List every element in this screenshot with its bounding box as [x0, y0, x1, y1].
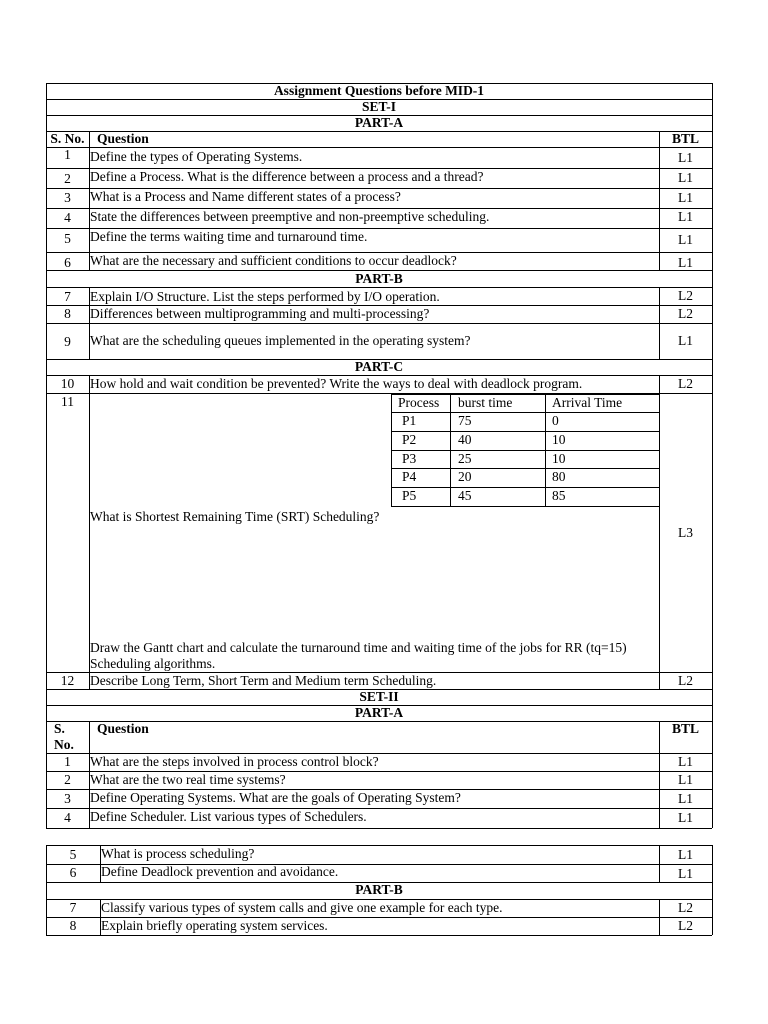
question-number: 4: [64, 810, 71, 825]
question-number: 3: [64, 791, 71, 806]
question-number: 8: [64, 306, 71, 321]
btl-level: L1: [678, 772, 693, 787]
question-number: 12: [60, 673, 75, 688]
table-rule: [391, 450, 659, 451]
table-border: [712, 83, 713, 828]
part-label: PART-B: [355, 882, 403, 897]
btl-level: L2: [678, 306, 693, 321]
header-question: Question: [97, 721, 149, 736]
question-number: 5: [69, 847, 77, 862]
document-title: Assignment Questions before MID-1: [273, 83, 485, 98]
table-rule: [391, 487, 659, 488]
btl-level: L1: [678, 810, 693, 825]
question-text: How hold and wait condition be prevented? Write the ways to deal with deadlock program.: [90, 376, 583, 391]
question-text: What are the two real time systems?: [90, 772, 286, 787]
process-cell: 10: [552, 432, 566, 447]
part-label: PART-A: [354, 115, 404, 130]
btl-level: L1: [678, 754, 693, 769]
process-cell: 20: [458, 469, 472, 484]
process-cell: P5: [402, 488, 417, 503]
header-sno: S.: [54, 721, 65, 736]
question-number: 11: [61, 394, 74, 409]
question-number: 5: [64, 231, 71, 246]
process-cell: 75: [458, 413, 472, 428]
question-text: What are the necessary and sufficient conditions to occur deadlock?: [90, 253, 457, 268]
question-number: 8: [69, 918, 77, 933]
question-text: Define a Process. What is the difference between a process and a thread?: [90, 169, 484, 184]
btl-level: L1: [678, 209, 693, 224]
btl-level: L2: [678, 673, 693, 688]
btl-level: L1: [678, 232, 693, 247]
question-text: What is a Process and Name different states of a process?: [90, 189, 401, 204]
set-label: SET-II: [359, 689, 399, 704]
question-text: Define Scheduler. List various types of Schedulers.: [90, 809, 367, 824]
process-cell: 25: [458, 451, 472, 466]
process-table-header: burst time: [458, 395, 513, 410]
question-number: 10: [60, 376, 75, 391]
question-number: 4: [64, 210, 71, 225]
table-rule: [391, 468, 659, 469]
process-cell: 80: [552, 469, 566, 484]
header-btl: BTL: [671, 721, 699, 736]
question-number: 1: [64, 754, 71, 769]
process-cell: P3: [402, 451, 417, 466]
process-cell: 45: [458, 488, 472, 503]
table-rule: [46, 287, 712, 288]
btl-level: L2: [678, 918, 693, 933]
question-number: 6: [64, 255, 71, 270]
btl-level: L1: [678, 150, 693, 165]
btl-level: L1: [678, 866, 693, 881]
header-question: Question: [97, 131, 149, 146]
btl-level: L2: [678, 376, 693, 391]
question-number: 2: [64, 772, 71, 787]
question-text: Classify various types of system calls and give one example for each type.: [101, 900, 503, 915]
table-rule: [46, 828, 712, 829]
process-cell: P2: [402, 432, 417, 447]
question-number: 3: [64, 190, 71, 205]
question-text: Differences between multiprogramming and multi-processing?: [90, 306, 430, 321]
btl-level: L1: [678, 333, 693, 348]
table-rule: [46, 935, 712, 936]
process-table-header: Process: [398, 395, 440, 410]
part-label: PART-A: [354, 705, 404, 720]
question-text: Define the types of Operating Systems.: [90, 149, 303, 164]
set-label: SET-I: [361, 99, 397, 114]
table-rule: [391, 431, 659, 432]
process-cell: 10: [552, 451, 566, 466]
process-cell: P4: [402, 469, 417, 484]
table-rule: [391, 412, 659, 413]
btl-level: L1: [678, 791, 693, 806]
question-text: Describe Long Term, Short Term and Medium term Scheduling.: [90, 673, 437, 688]
question-text: What are the steps involved in process control block?: [90, 754, 379, 769]
question-text: What are the scheduling queues implemented in the operating system?: [90, 333, 471, 348]
table-rule: [391, 506, 659, 507]
question-number: 7: [64, 289, 71, 304]
process-table-header: Arrival Time: [552, 395, 623, 410]
question-text: State the differences between preemptive and non-preemptive scheduling.: [90, 209, 490, 224]
question-text: Explain briefly operating system services.: [101, 918, 328, 933]
part-label: PART-C: [354, 359, 404, 374]
process-cell: 0: [552, 413, 559, 428]
question-text: Define Operating Systems. What are the goals of Operating System?: [90, 790, 461, 805]
btl-level: L1: [678, 170, 693, 185]
question-number: 6: [69, 865, 77, 880]
question-number: 1: [64, 147, 71, 162]
question-text: Define Deadlock prevention and avoidance.: [101, 864, 339, 879]
part-label: PART-B: [355, 271, 403, 286]
table-rule: [712, 845, 713, 935]
table-rule: [545, 394, 546, 506]
table-rule: [46, 323, 712, 324]
table-rule: [46, 147, 712, 148]
question-number: 7: [69, 900, 77, 915]
process-cell: 85: [552, 488, 566, 503]
table-rule: [450, 394, 451, 506]
question-number: 2: [64, 171, 71, 186]
header-sno: No.: [54, 737, 74, 752]
btl-level: L1: [678, 190, 693, 205]
question-number: 9: [64, 334, 71, 349]
question-text: Explain I/O Structure. List the steps performed by I/O operation.: [90, 289, 440, 304]
btl-level: L1: [678, 255, 693, 270]
question-text: What is process scheduling?: [101, 846, 255, 861]
btl-level: L3: [678, 525, 693, 540]
process-cell: P1: [402, 413, 417, 428]
btl-level: L2: [678, 900, 693, 915]
table-rule: [391, 394, 392, 506]
question-text: Draw the Gantt chart and calculate the turnaround time and waiting time of the jobs for RR (tq=15) Scheduling algorithms.: [90, 640, 627, 671]
btl-level: L2: [678, 288, 693, 303]
header-sno: S. No.: [50, 131, 85, 146]
btl-level: L1: [678, 847, 693, 862]
header-btl: BTL: [671, 131, 699, 146]
question-text: What is Shortest Remaining Time (SRT) Scheduling?: [90, 509, 380, 524]
question-text: Define the terms waiting time and turnaround time.: [90, 229, 368, 244]
process-cell: 40: [458, 432, 472, 447]
